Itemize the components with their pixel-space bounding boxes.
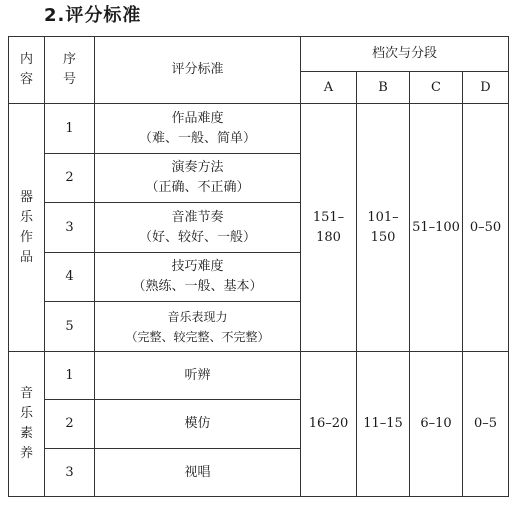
row-number: 2 bbox=[45, 154, 95, 203]
grade-header-d: D bbox=[463, 72, 509, 104]
score-a: 151– 180 bbox=[301, 104, 357, 352]
grade-header-b: B bbox=[357, 72, 410, 104]
table-row bbox=[9, 104, 509, 154]
row-number: 2 bbox=[45, 400, 95, 449]
header-criteria: 评分标准 bbox=[95, 37, 301, 104]
score-c: 6–10 bbox=[410, 352, 463, 497]
header-levels: 档次与分段 bbox=[301, 37, 509, 72]
score-b: 11–15 bbox=[357, 352, 410, 497]
score-d: 0–50 bbox=[463, 104, 509, 352]
grade-header-c: C bbox=[410, 72, 463, 104]
criterion-name: 技巧难度 bbox=[171, 259, 224, 274]
criterion-options: （熟练、一般、基本） bbox=[132, 279, 263, 294]
row-number: 4 bbox=[45, 253, 95, 302]
row-number: 1 bbox=[45, 352, 95, 400]
criterion-options: （正确、不正确） bbox=[145, 180, 250, 195]
criterion-name: 模仿 bbox=[95, 400, 301, 449]
grade-header-a: A bbox=[301, 72, 357, 104]
criterion-cell bbox=[95, 253, 301, 302]
row-number: 3 bbox=[45, 449, 95, 497]
row-number: 3 bbox=[45, 203, 95, 253]
scoring-table bbox=[8, 36, 509, 497]
criterion-name: 演奏方法 bbox=[171, 160, 224, 175]
header-number: 序 号 bbox=[45, 37, 95, 104]
criterion-options: （完整、较完整、不完整） bbox=[125, 329, 270, 344]
criterion-name: 听辨 bbox=[95, 352, 301, 400]
criterion-name: 作品难度 bbox=[171, 110, 224, 126]
header-row bbox=[9, 37, 509, 72]
criterion-name: 音准节奏 bbox=[171, 209, 224, 225]
criterion-name: 音乐表现力 bbox=[167, 309, 228, 324]
criterion-cell bbox=[95, 154, 301, 203]
criterion-options: （好、较好、一般） bbox=[138, 229, 256, 245]
row-number: 1 bbox=[45, 104, 95, 154]
table-row bbox=[9, 352, 509, 400]
score-a: 16–20 bbox=[301, 352, 357, 497]
category-music-literacy: 音 乐 素 养 bbox=[9, 352, 45, 497]
header-category: 内 容 bbox=[9, 37, 45, 104]
score-b: 101– 150 bbox=[357, 104, 410, 352]
criterion-name: 视唱 bbox=[95, 449, 301, 497]
score-c: 51–100 bbox=[410, 104, 463, 352]
criterion-cell bbox=[95, 203, 301, 253]
criterion-cell bbox=[95, 104, 301, 154]
score-d: 0–5 bbox=[463, 352, 509, 497]
section-title: 2.评分标准 bbox=[44, 5, 142, 26]
category-instrumental: 器 乐 作 品 bbox=[9, 104, 45, 352]
criterion-cell bbox=[95, 302, 301, 352]
row-number: 5 bbox=[45, 302, 95, 352]
criterion-options: （难、一般、简单） bbox=[138, 130, 256, 146]
